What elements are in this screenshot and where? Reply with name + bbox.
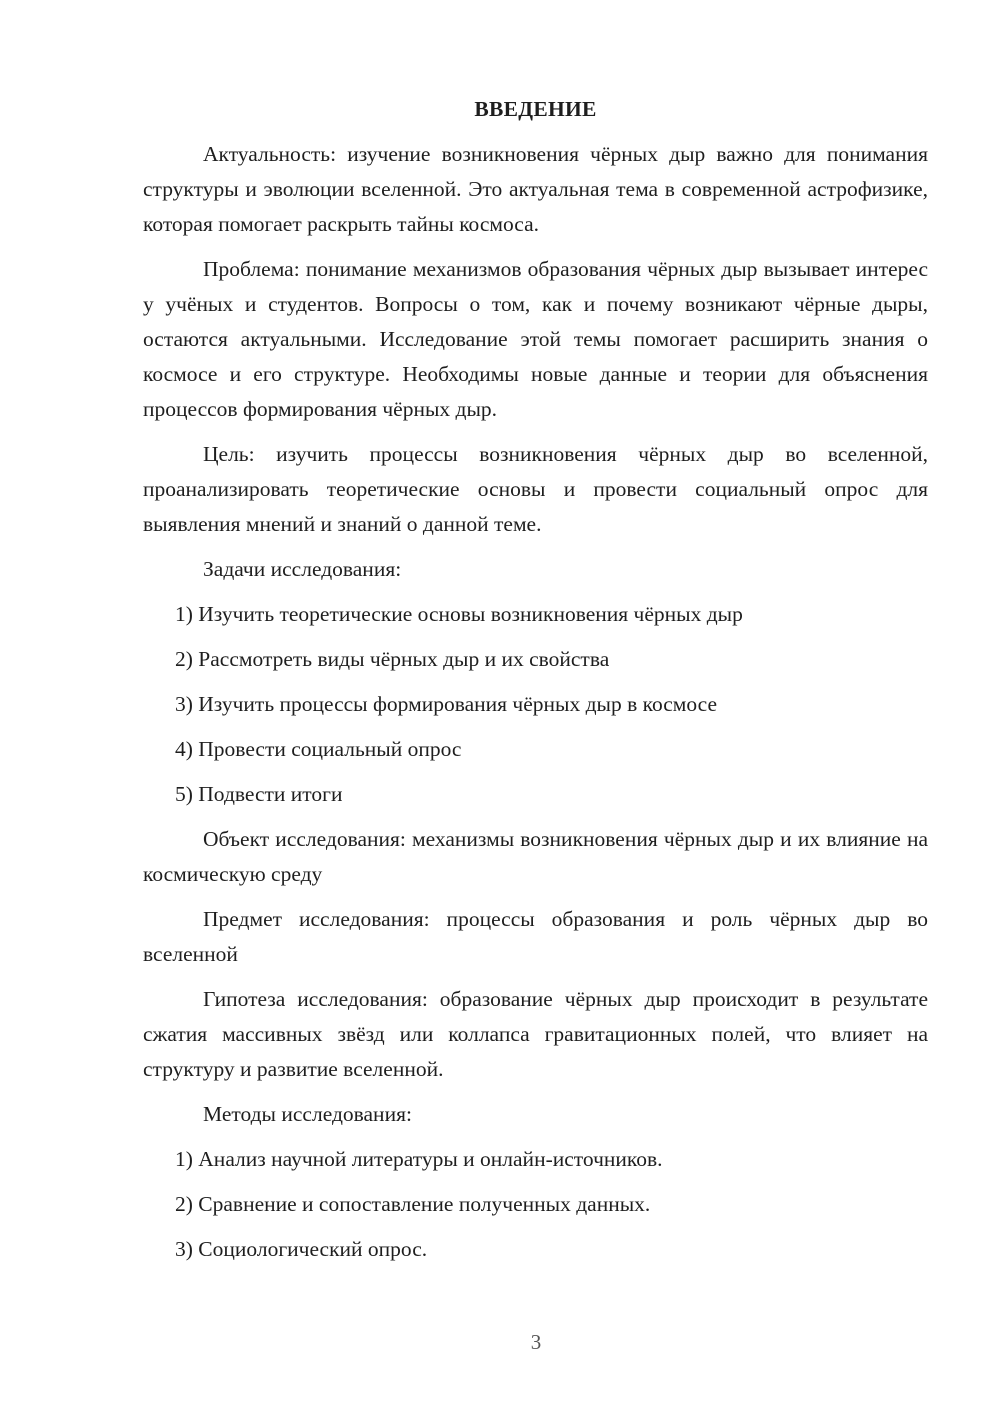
document-page	[143, 92, 928, 1277]
problem-paragraph: Проблема: понимание механизмов образования чёрных дыр вызывает интерес у учёных и студентов. Вопросы о том, как и почему возникают чёрные дыры, остаются актуальными. Исследование этой темы помогает расширить знания о космосе и его структуре. Необходимы новые данные и теории для объяснения процессов формирования чёрных дыр.	[143, 257, 928, 421]
goal-paragraph: Цель: изучить процессы возникновения чёрных дыр во вселенной, проанализировать теоретические основы и провести социальный опрос для выявления мнений и знаний о данной теме.	[143, 442, 928, 536]
task-item-2: 2) Рассмотреть виды чёрных дыр и их свойства	[175, 647, 610, 671]
task-item-5: 5) Подвести итоги	[175, 782, 343, 806]
method-item-2: 2) Сравнение и сопоставление полученных данных.	[175, 1192, 651, 1216]
task-item-1: 1) Изучить теоретические основы возникновения чёрных дыр	[175, 602, 743, 626]
actuality-paragraph: Актуальность: изучение возникновения чёрных дыр важно для понимания структуры и эволюции вселенной. Это актуальная тема в современной астрофизике, которая помогает раскрыть тайны космоса.	[143, 142, 928, 236]
method-item-3: 3) Социологический опрос.	[175, 1237, 428, 1261]
section-title: ВВЕДЕНИЕ	[474, 97, 597, 121]
task-item-4: 4) Провести социальный опрос	[175, 737, 462, 761]
subject-paragraph: Предмет исследования: процессы образования и роль чёрных дыр во вселенной	[143, 907, 928, 966]
methods-heading: Методы исследования:	[203, 1102, 412, 1126]
page-number: 3	[530, 1330, 542, 1354]
hypothesis-paragraph: Гипотеза исследования: образование чёрных дыр происходит в результате сжатия массивных звёзд или коллапса гравитационных полей, что влияет на структуру и развитие вселенной.	[143, 987, 928, 1081]
task-item-3: 3) Изучить процессы формирования чёрных дыр в космосе	[175, 692, 718, 716]
method-item-1: 1) Анализ научной литературы и онлайн-источников.	[175, 1147, 663, 1171]
tasks-heading: Задачи исследования:	[203, 557, 402, 581]
object-paragraph: Объект исследования: механизмы возникновения чёрных дыр и их влияние на космическую среду	[143, 827, 928, 886]
